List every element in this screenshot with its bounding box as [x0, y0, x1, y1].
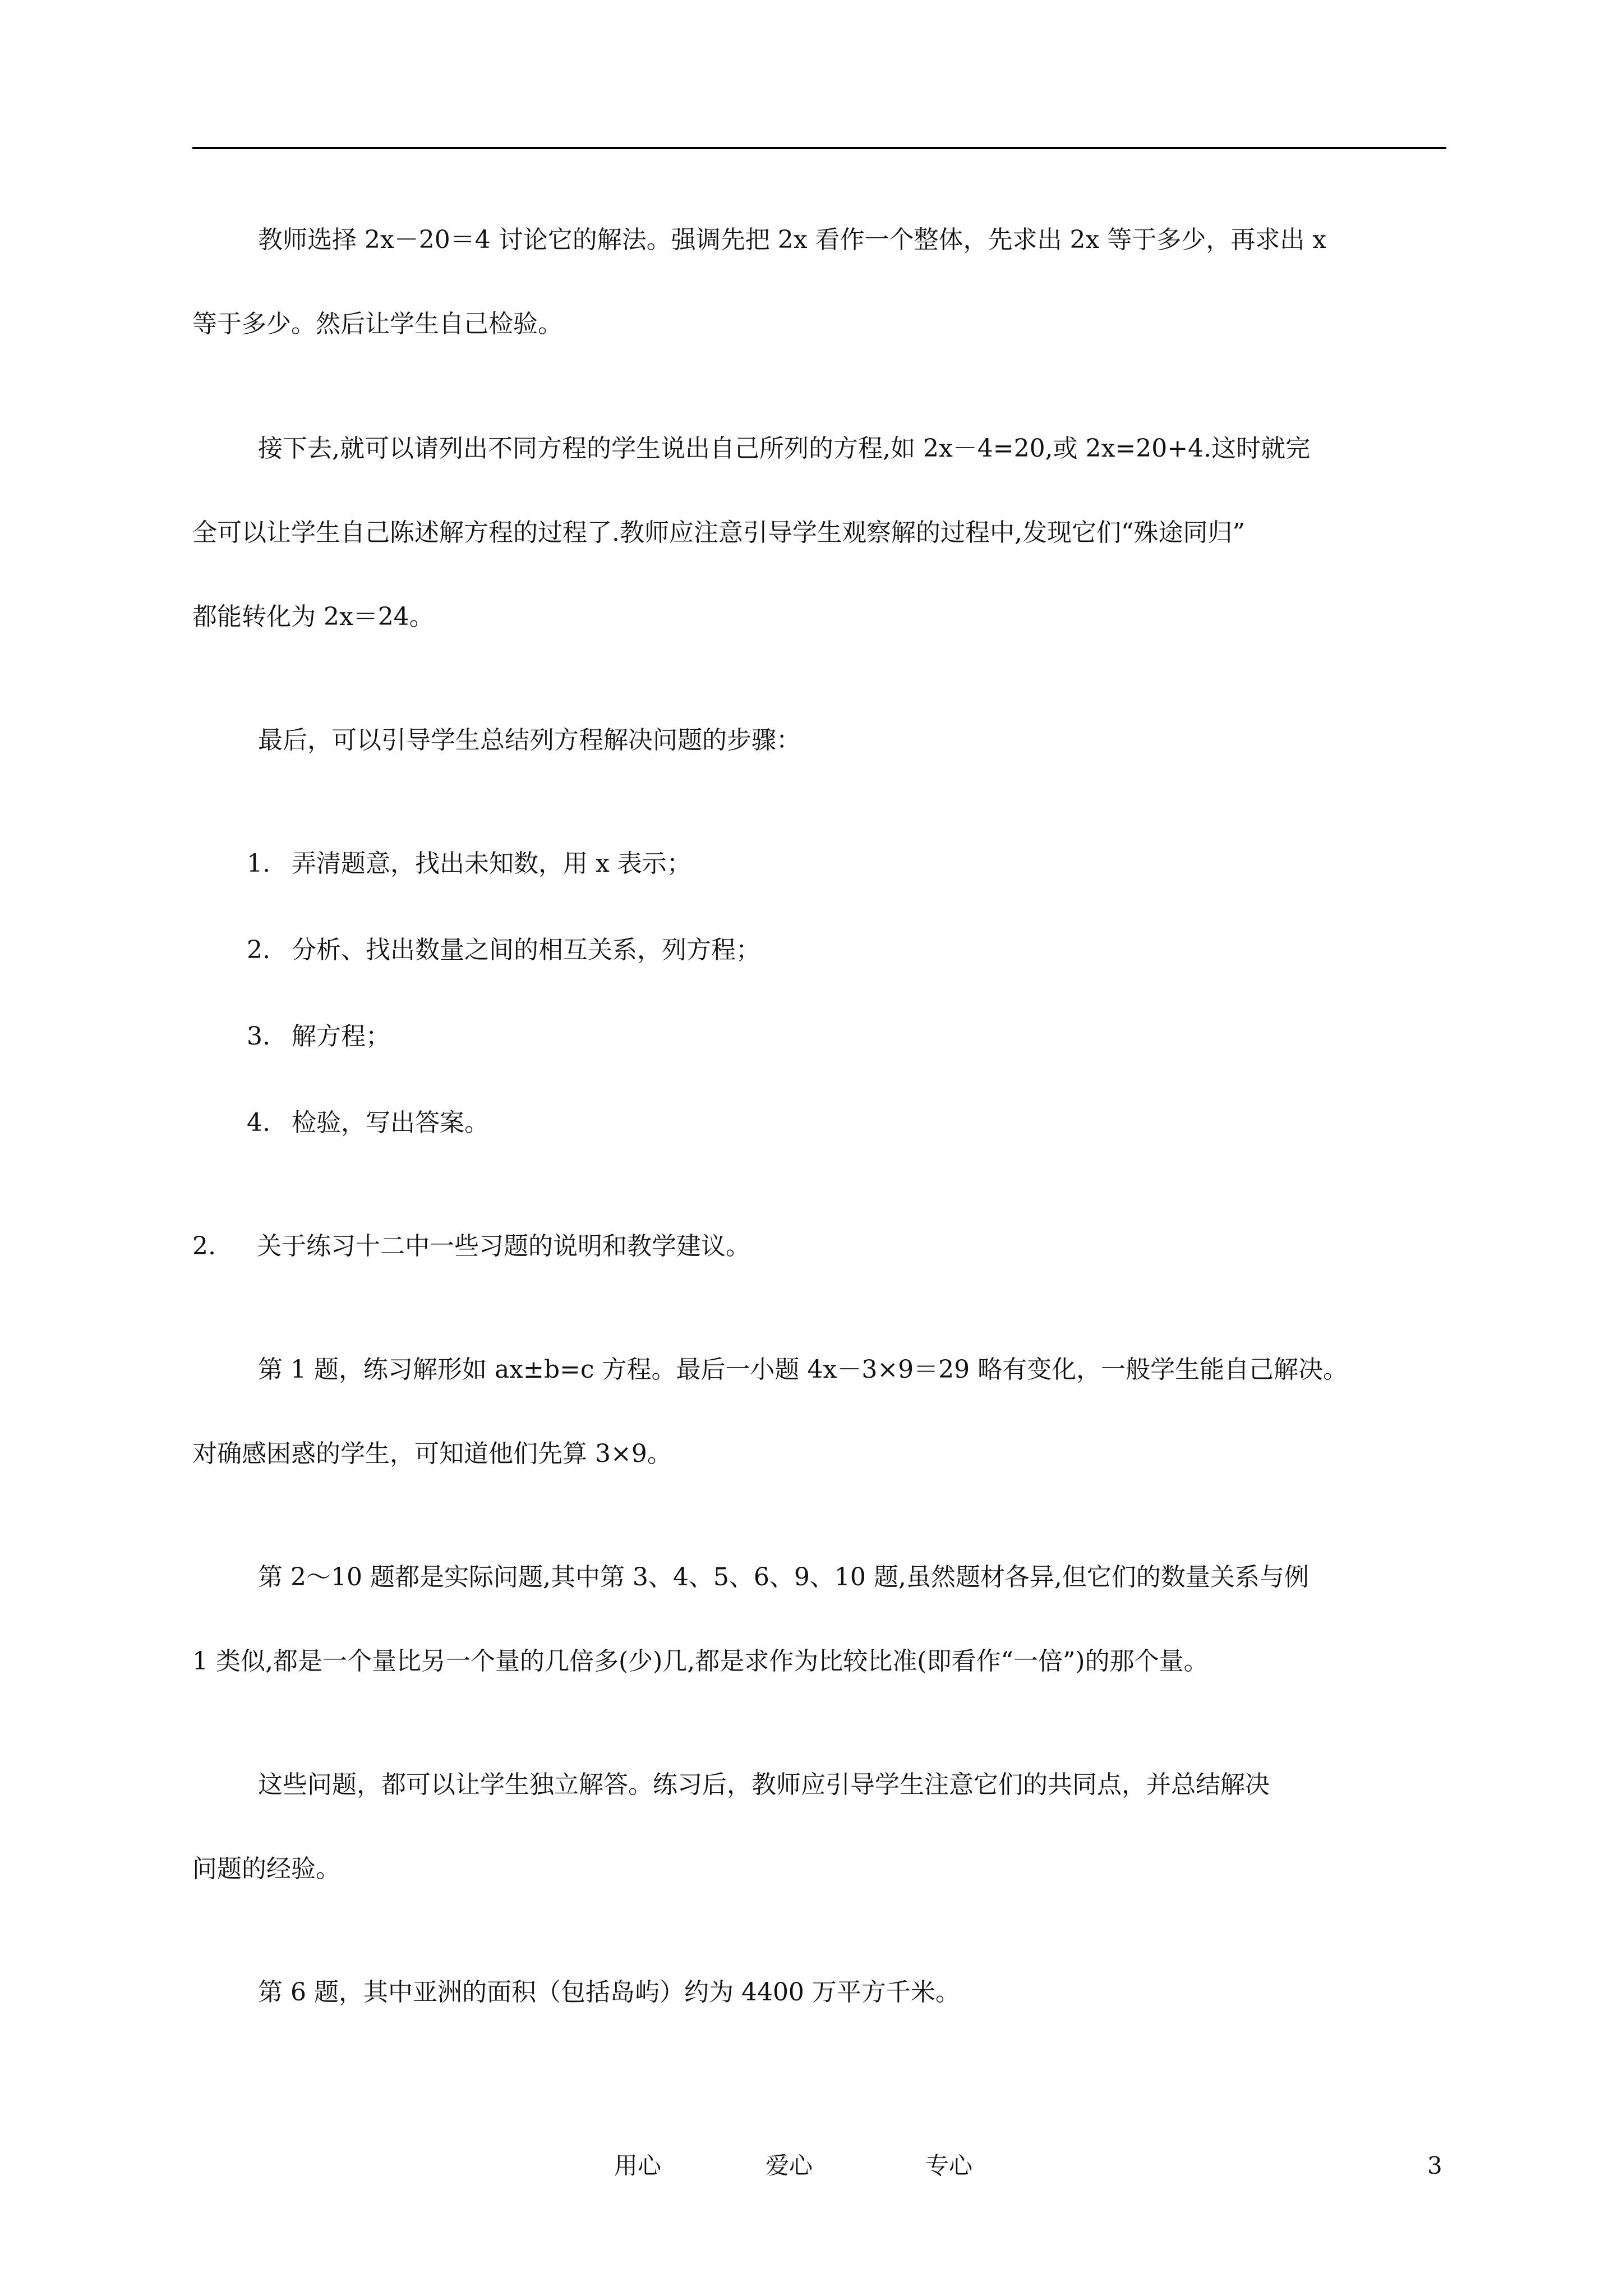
list-number: 2.	[247, 936, 270, 964]
section-text: 关于练习十二中一些习题的说明和教学建议。	[257, 1232, 750, 1260]
footer-motto-word: 爱心	[766, 2152, 813, 2179]
list-number: 4.	[247, 1108, 270, 1137]
header-rule	[192, 147, 1446, 149]
footer-motto-word: 用心	[614, 2152, 662, 2179]
list-text: 解方程；	[292, 1022, 390, 1051]
paragraph-line: 1 类似,都是一个量比另一个量的几倍多(少)几,都是求作为比较比准(即看作“一倍”)的那个量。	[192, 1647, 1209, 1676]
page-number: 3	[1427, 2152, 1442, 2179]
paragraph-line: 最后，可以引导学生总结列方程解决问题的步骤：	[258, 726, 801, 754]
list-item	[247, 1020, 1446, 1053]
list-text: 分析、找出数量之间的相互关系，列方程；	[292, 936, 760, 964]
paragraph-line: 对确感困惑的学生，可知道他们先算 3×9。	[192, 1439, 672, 1468]
paragraph-line: 问题的经验。	[192, 1855, 340, 1883]
footer-motto-word: 专心	[925, 2152, 973, 2179]
paragraph-line: 这些问题，都可以让学生独立解答。练习后，教师应引导学生注意它们的共同点，并总结解决	[258, 1770, 1270, 1799]
section-number: 2.	[192, 1232, 216, 1260]
paragraph-line: 第 2～10 题都是实际问题,其中第 3、4、5、6、9、10 题,虽然题材各异,但它们的数量关系与例	[258, 1563, 1309, 1591]
paragraph-line: 都能转化为 2x＝24。	[192, 602, 434, 631]
list-item	[247, 847, 1446, 881]
paragraph-line: 全可以让学生自己陈述解方程的过程了.教师应注意引导学生观察解的过程中,发现它们“殊途同归”	[192, 518, 1245, 547]
paragraph-line: 等于多少。然后让学生自己检验。	[192, 310, 562, 338]
list-text: 检验，写出答案。	[292, 1108, 489, 1137]
list-text: 弄清题意，找出未知数，用 x 表示；	[292, 849, 691, 878]
paragraph-line: 第 1 题，练习解形如 ax±b=c 方程。最后一小题 4x－3×9＝29 略有变化，一般学生能自己解决。	[258, 1355, 1348, 1384]
paragraph-line: 教师选择 2x－20＝4 讨论它的解法。强调先把 2x 看作一个整体，先求出 2x 等于多少，再求出 x	[258, 226, 1327, 254]
paragraph-line: 第 6 题，其中亚洲的面积（包括岛屿）约为 4400 万平方千米。	[258, 1978, 960, 2007]
section-heading	[192, 1230, 1446, 1263]
list-item	[247, 933, 1446, 967]
list-item	[247, 1106, 1446, 1140]
list-number: 3.	[247, 1022, 270, 1051]
paragraph-line: 接下去,就可以请列出不同方程的学生说出自己所列的方程,如 2x－4=20,或 2x=20+4.这时就完	[258, 434, 1311, 463]
list-number: 1.	[247, 849, 270, 878]
